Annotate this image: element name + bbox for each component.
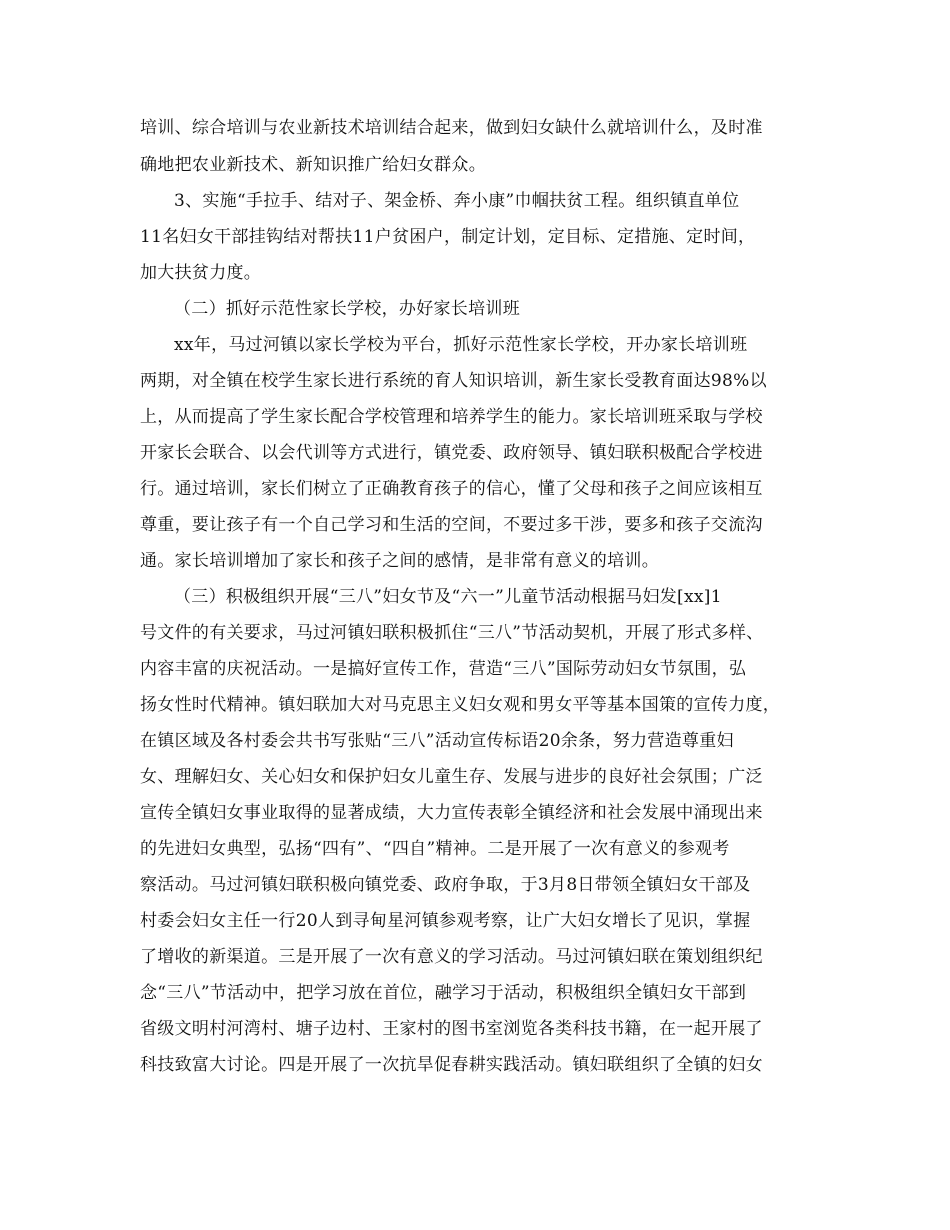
text-line: xx年，马过河镇以家长学校为平台，抓好示范性家长学校，开办家长培训班 bbox=[174, 335, 748, 355]
text-line: 确地把农业新技术、新知识推广给妇女群众。 bbox=[140, 155, 486, 175]
text-line: 念“三八”节活动中，把学习放在首位，融学习于活动，积极组织全镇妇女干部到 bbox=[140, 983, 747, 1003]
text-line: 在镇区域及各村委会共书写张贴“三八”活动宣传标语20余条，努力营造尊重妇 bbox=[140, 731, 734, 751]
text-line: 内容丰富的庆祝活动。一是搞好宣传工作，营造“三八”国际劳动妇女节氛围，弘 bbox=[140, 659, 747, 679]
text-line: 察活动。马过河镇妇联积极向镇党委、政府争取，于3月8日带领全镇妇女干部及 bbox=[140, 875, 751, 895]
text-line: 的先进妇女典型，弘扬“四有”、“四自”精神。二是开展了一次有意义的参观考 bbox=[140, 839, 730, 859]
text-line: 上，从而提高了学生家长配合学校管理和培养学生的能力。家长培训班采取与学校 bbox=[140, 407, 763, 427]
text-line: 培训、综合培训与农业新技术培训结合起来，做到妇女缺什么就培训什么，及时准 bbox=[140, 118, 763, 138]
text-line: 11名妇女干部挂钩结对帮扶11户贫困户，制定计划，定目标、定措施、定时间， bbox=[140, 227, 756, 247]
section-heading: （三）积极组织开展“三八”妇女节及“六一”儿童节活动根据马妇发[xx]1 bbox=[174, 587, 722, 607]
text-line: 加大扶贫力度。 bbox=[140, 263, 262, 283]
text-line: 科技致富大讨论。四是开展了一次抗旱促春耕实践活动。镇妇联组织了全镇的妇女 bbox=[140, 1055, 763, 1075]
text-line: 省级文明村河湾村、塘子边村、王家村的图书室浏览各类科技书籍，在一起开展了 bbox=[140, 1019, 763, 1039]
text-line: 了增收的新渠道。三是开展了一次有意义的学习活动。马过河镇妇联在策划组织纪 bbox=[140, 947, 763, 967]
text-line: 开家长会联合、以会代训等方式进行，镇党委、政府领导、镇妇联积极配合学校进 bbox=[140, 443, 763, 463]
text-line: 女、理解妇女、关心妇女和保护妇女儿童生存、发展与进步的良好社会氛围；广泛 bbox=[140, 767, 763, 787]
section-heading: （二）抓好示范性家长学校，办好家长培训班 bbox=[174, 299, 520, 319]
text-line: 3、实施“手拉手、结对子、架金桥、奔小康”巾帼扶贫工程。组织镇直单位 bbox=[174, 191, 740, 211]
text-line: 村委会妇女主任一行20人到寻甸星河镇参观考察，让广大妇女增长了见识，掌握 bbox=[140, 911, 751, 931]
text-line: 号文件的有关要求，马过河镇妇联积极抓住“三八”节活动契机，开展了形式多样、 bbox=[140, 623, 764, 643]
text-line: 宣传全镇妇女事业取得的显著成绩，大力宣传表彰全镇经济和社会发展中涌现出来 bbox=[140, 803, 763, 823]
text-line: 通。家长培训增加了家长和孩子之间的感情，是非常有意义的培训。 bbox=[140, 551, 659, 571]
text-line: 扬女性时代精神。镇妇联加大对马克思主义妇女观和男女平等基本国策的宣传力度， bbox=[140, 695, 781, 715]
text-line: 两期，对全镇在校学生家长进行系统的育人知识培训，新生家长受教育面达98%以 bbox=[140, 371, 767, 391]
text-line: 行。通过培训，家长们树立了正确教育孩子的信心，懂了父母和孩子之间应该相互 bbox=[140, 479, 763, 499]
text-line: 尊重，要让孩子有一个自己学习和生活的空间，不要过多干涉，要多和孩子交流沟 bbox=[140, 515, 763, 535]
